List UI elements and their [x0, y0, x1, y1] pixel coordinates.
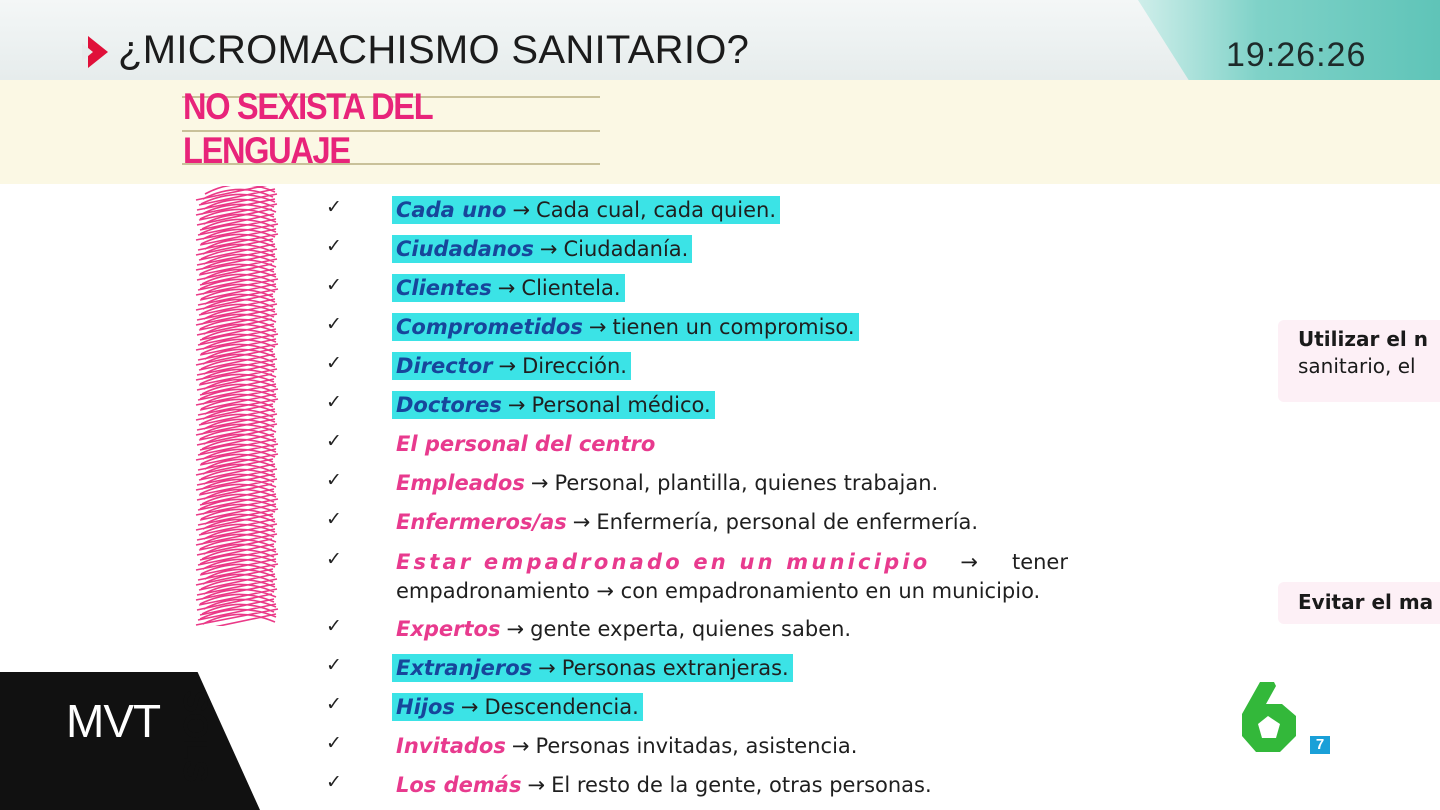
item-term: Los demás: [396, 773, 522, 797]
item-term: Hijos: [396, 695, 455, 719]
channel-number-badge: 7: [1310, 736, 1330, 754]
item-replacement: gente experta, quienes saben.: [530, 617, 852, 641]
item-term: Doctores: [396, 393, 502, 417]
check-icon: ✓: [326, 430, 342, 452]
item-replacement: Dirección.: [522, 354, 627, 378]
item-term: Ciudadanos: [396, 237, 534, 261]
item-replacement: Ciudadanía.: [563, 237, 689, 261]
item-term: Invitados: [396, 734, 506, 758]
item-replacement: tener: [1011, 550, 1068, 574]
check-icon: ✓: [326, 469, 342, 491]
side-box-2-heading: Evitar el ma: [1298, 590, 1434, 614]
item-replacement: tienen un compromiso.: [612, 315, 855, 339]
arrow-right-icon: →: [512, 198, 531, 222]
item-replacement: Descendencia.: [484, 695, 639, 719]
item-replacement: Personas extranjeras.: [561, 656, 789, 680]
arrow-right-icon: →: [498, 354, 517, 378]
item-term: Cada uno: [396, 198, 507, 222]
check-icon: ✓: [326, 235, 342, 257]
check-icon: ✓: [326, 274, 342, 296]
side-box-1-heading: Utilizar el n: [1298, 327, 1428, 351]
item-text: [396, 550, 1068, 574]
item-text: [392, 654, 793, 682]
item-text: [396, 734, 857, 758]
item-term: Empleados: [396, 471, 525, 495]
item-term: Comprometidos: [396, 315, 583, 339]
check-icon: ✓: [326, 196, 342, 218]
item-text: [392, 693, 643, 721]
item-term: Enfermeros/as: [396, 510, 567, 534]
arrow-right-icon: →: [572, 510, 591, 534]
check-icon: ✓: [326, 548, 342, 570]
item-text: [392, 196, 780, 224]
item-replacement: Personas invitadas, asistencia.: [535, 734, 858, 758]
arrow-right-icon: →: [527, 773, 546, 797]
item-term: El personal del centro: [396, 432, 656, 456]
check-icon: ✓: [326, 771, 342, 793]
item-replacement: Personal, plantilla, quienes trabajan.: [554, 471, 939, 495]
check-icon: ✓: [326, 391, 342, 413]
item-text: [396, 510, 978, 534]
item-replacement: El resto de la gente, otras personas.: [551, 773, 932, 797]
arrow-right-icon: →: [539, 237, 558, 261]
chevron-right-icon: [88, 36, 108, 68]
item-term: Director: [396, 354, 493, 378]
scribble-decoration-icon: [192, 186, 284, 626]
item-replacement-continued: empadronamiento → con empadronamiento en un municipio.: [396, 579, 1041, 603]
item-term: Clientes: [396, 276, 492, 300]
item-text: [392, 235, 692, 263]
check-icon: ✓: [326, 313, 342, 335]
mvt-logo: MVT: [66, 695, 161, 747]
item-text: [392, 313, 859, 341]
slide-title-line-1: NO SEXISTA DEL: [183, 86, 433, 127]
item-text: [392, 352, 631, 380]
item-replacement: Clientela.: [521, 276, 621, 300]
la-sexta-six-icon: [1236, 680, 1300, 754]
arrow-right-icon: →: [530, 471, 549, 495]
arrow-right-icon: →: [960, 550, 978, 574]
item-text: [396, 432, 655, 456]
item-replacement: Cada cual, cada quien.: [536, 198, 777, 222]
clock: 19:26:26: [1226, 36, 1367, 74]
check-icon: ✓: [326, 654, 342, 676]
arrow-right-icon: →: [511, 734, 530, 758]
item-term: Expertos: [396, 617, 501, 641]
check-icon: ✓: [326, 693, 342, 715]
arrow-right-icon: →: [460, 695, 479, 719]
check-icon: ✓: [326, 508, 342, 530]
headline: ¿MICROMACHISMO SANITARIO?: [118, 28, 750, 72]
arrow-right-icon: →: [588, 315, 607, 339]
check-icon: ✓: [326, 352, 342, 374]
item-text: [396, 471, 938, 495]
item-replacement: Enfermería, personal de enfermería.: [596, 510, 979, 534]
check-icon: ✓: [326, 732, 342, 754]
item-term: Estar empadronado en un municipio: [396, 550, 931, 574]
arrow-right-icon: →: [507, 393, 526, 417]
item-text: [392, 391, 715, 419]
slide-title-line-2: LENGUAJE: [183, 130, 350, 171]
item-text: [392, 274, 625, 302]
item-replacement: Personal médico.: [531, 393, 711, 417]
item-text: [396, 617, 851, 641]
arrow-right-icon: →: [538, 656, 556, 680]
arrow-right-icon: →: [497, 276, 516, 300]
item-text: [396, 773, 932, 797]
side-box-1-text: sanitario, el: [1298, 354, 1416, 378]
arrow-right-icon: →: [506, 617, 525, 641]
vertical-side-text: SOLS: [176, 690, 214, 783]
item-term: Extranjeros: [396, 656, 533, 680]
check-icon: ✓: [326, 615, 342, 637]
